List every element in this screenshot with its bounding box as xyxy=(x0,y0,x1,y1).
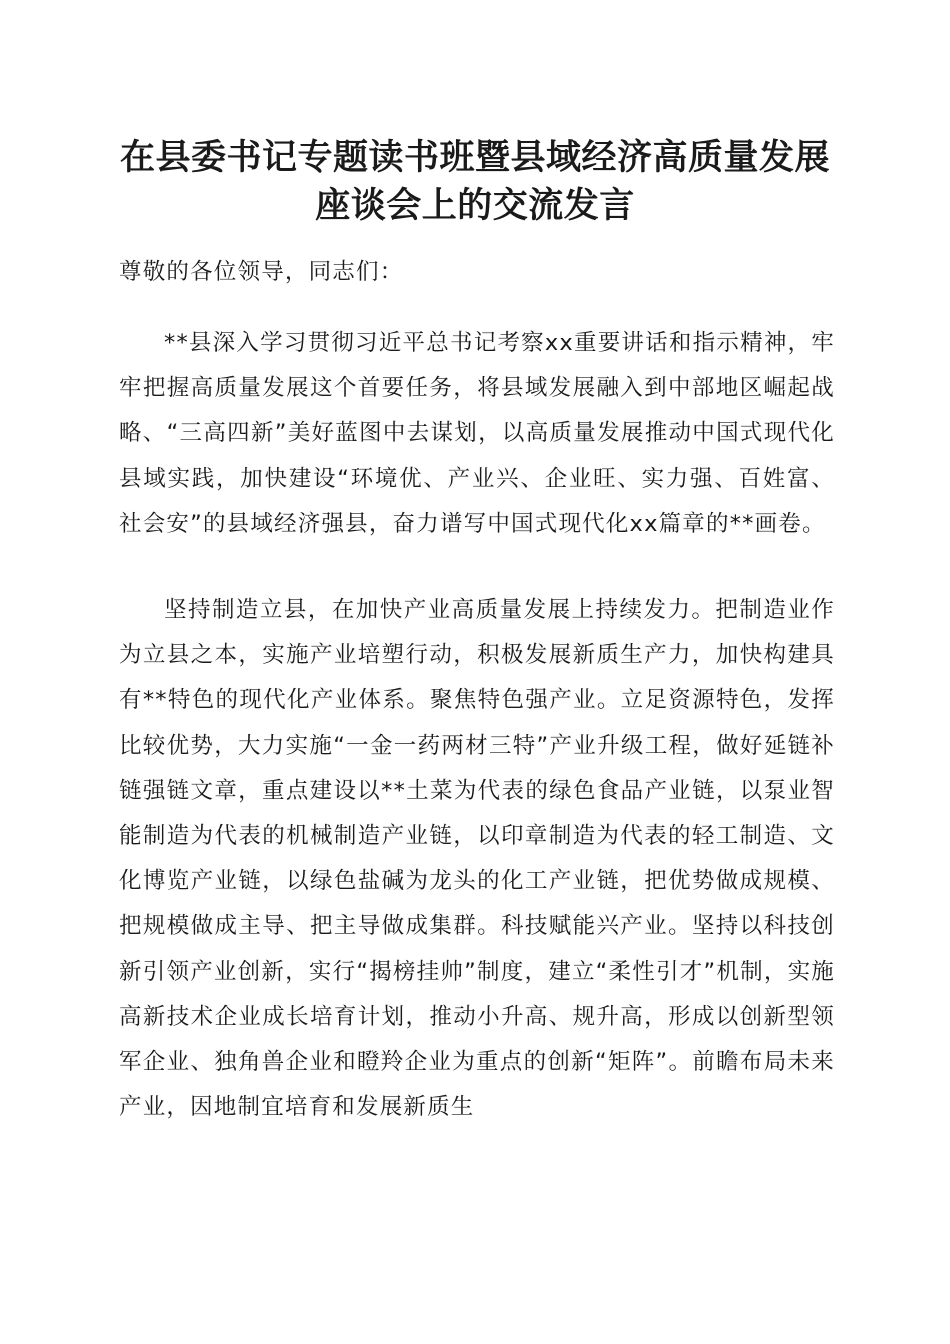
paragraph-2: 坚持制造立县，在加快产业高质量发展上持续发力。把制造业作为立县之本，实施产业培塑行动，积极发展新质生产力，加快构建具有**特色的现代化产业体系。聚焦特色强产业。立足资源特色，发挥比较优势，大力实施“一金一药两材三特”产业升级工程，做好延链补链强链文章，重点建设以**土菜为代表的绿色食品产业链，以泵业智能制造为代表的机械制造产业链，以印章制造为代表的轻工制造、文化博览产业链，以绿色盐碱为龙头的化工产业链，把优势做成规模、把规模做成主导、把主导做成集群。科技赋能兴产业。坚持以科技创新引领产业创新，实行“揭榜挂帅”制度，建立“柔性引才”机制，实施高新技术企业成长培育计划，推动小升高、规升高，形成以创新型领军企业、独角兽企业和瞪羚企业为重点的创新“矩阵”。前瞻布局未来产业，因地制宜培育和发展新质生 xyxy=(119,597,835,1121)
document-title-line-1: 在县委书记专题读书班暨县域经济高质量发展 xyxy=(119,137,830,178)
document-title-line-2: 座谈会上的交流发言 xyxy=(315,185,635,226)
paragraph-1: **县深入学习贯彻习近平总书记考察xx重要讲话和指示精神，牢牢把握高质量发展这个首要任务，将县域发展融入到中部地区崛起战略、“三高四新”美好蓝图中去谋划，以高质量发展推动中国式现代化县域实践，加快建设“环境优、产业兴、企业旺、实力强、百姓富、社会安”的县域经济强县，奋力谱写中国式现代化xx篇章的**画卷。 xyxy=(119,330,835,537)
salutation: 尊敬的各位领导，同志们： xyxy=(119,259,404,285)
